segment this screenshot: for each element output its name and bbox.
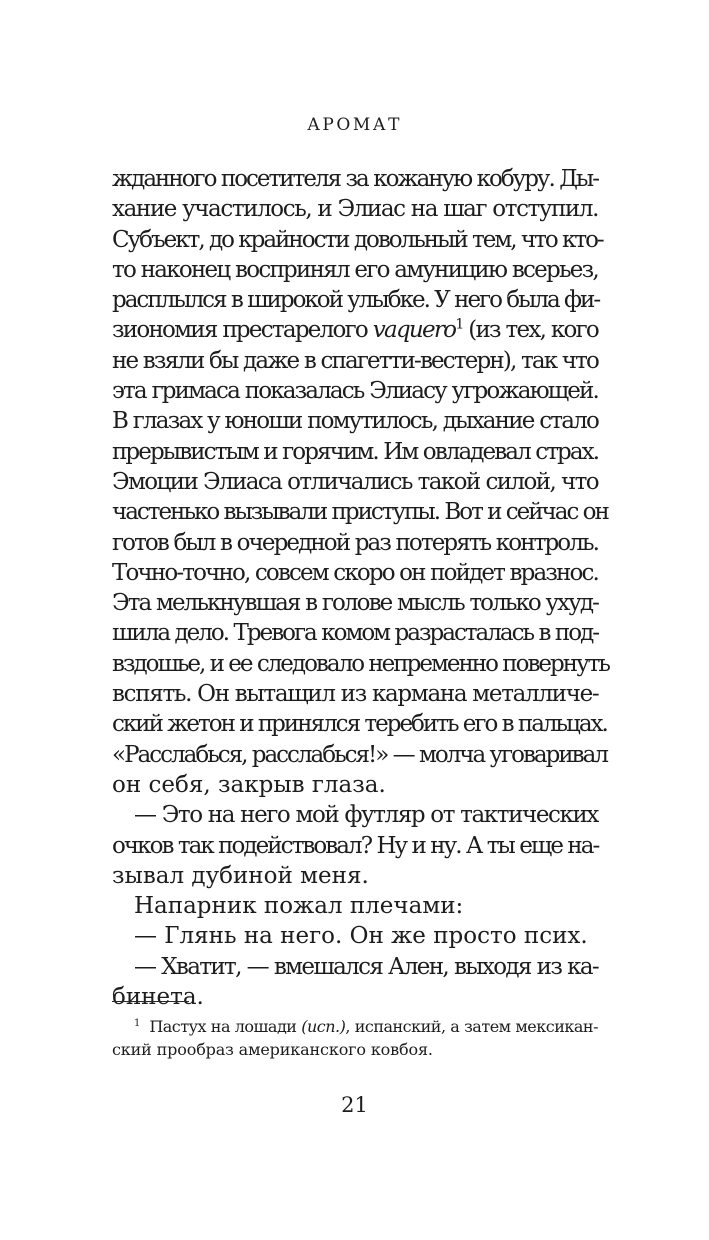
text-line: бинета.: [112, 984, 204, 1011]
text-line: вспять. Он вытащил из кармана металличе-: [112, 681, 599, 708]
text-line: зывал дубиной меня.: [112, 862, 369, 889]
footnote: [112, 1015, 598, 1061]
running-head: АРОМАТ: [307, 115, 402, 135]
dialogue-line: — Это на него мой футляр от тактических: [134, 802, 598, 829]
page-number: 21: [341, 1093, 368, 1117]
text-fragment: , испанский, а затем мексикан-: [345, 1017, 599, 1036]
text-line: эта гримаса показалась Элиасу угрожающей.: [112, 378, 598, 405]
text-line: очков так подействовал? Ну и ну. А ты еще на-: [112, 832, 599, 859]
text-fragment: Пастух на лошади: [149, 1017, 302, 1036]
text-line: Напарник пожал плечами:: [134, 893, 464, 920]
text-line: В глазах у юноши помутилось, дыхание стало: [112, 408, 598, 435]
text-line: он себя, закрыв глаза.: [112, 771, 386, 798]
text-line: Точно-точно, совсем скоро он пойдет вразнос.: [112, 559, 598, 586]
text-fragment: зиономия престарелого: [112, 317, 373, 344]
footnote-marker: 1: [134, 1018, 140, 1030]
italic-term: vaquero: [372, 317, 456, 344]
footnote-divider: [112, 1001, 189, 1002]
text-line: жданного посетителя за кожаную кобуру. Ды-: [112, 166, 598, 192]
italic-term: (исп.): [301, 1017, 346, 1036]
text-line: Субъект, до крайности довольный тем, что кто-: [112, 226, 603, 253]
text-fragment: (из тех, кого: [462, 317, 598, 344]
text-line: хание участилось, и Элиас на шаг отступил.: [112, 196, 598, 223]
text-line: расплылся в широкой улыбке. У него была фи-: [112, 287, 600, 314]
text-line: прерывистым и горячим. Им овладевал страх.: [112, 438, 599, 465]
text-line: готов был в очередной раз потерять контроль.: [112, 529, 598, 556]
text-line: [112, 315, 598, 345]
text-line: то наконец воспринял его амуницию всерьез,: [112, 256, 598, 283]
text-line: ский жетон и принялся теребить его в пальцах.: [112, 711, 607, 738]
body-text: [112, 164, 609, 1012]
footnote-reference[interactable]: 1: [455, 316, 463, 333]
text-line: не взяли бы даже в спагетти-вестерн), так что: [112, 347, 598, 374]
text-line: частенько вызывали приступы. Вот и сейчас он: [112, 499, 608, 526]
text-line: «Расслабься, расслабься!» — молча уговаривал: [112, 741, 607, 768]
text-line: вздошье, и ее следовало непременно повернуть: [112, 650, 609, 677]
dialogue-line: — Глянь на него. Он же просто псих.: [134, 923, 588, 950]
text-line: Эмоции Элиаса отличались такой силой, что: [112, 468, 598, 495]
footnote-line: ский прообраз американского ковбоя.: [112, 1040, 433, 1059]
text-line: шила дело. Тревога комом разрасталась в под-: [112, 620, 598, 647]
dialogue-line: — Хватит, — вмешался Ален, выходя из ка-: [134, 953, 598, 980]
footnote-line: [112, 1015, 598, 1038]
text-line: Эта мелькнувшая в голове мысль только ухуд-: [112, 590, 598, 617]
